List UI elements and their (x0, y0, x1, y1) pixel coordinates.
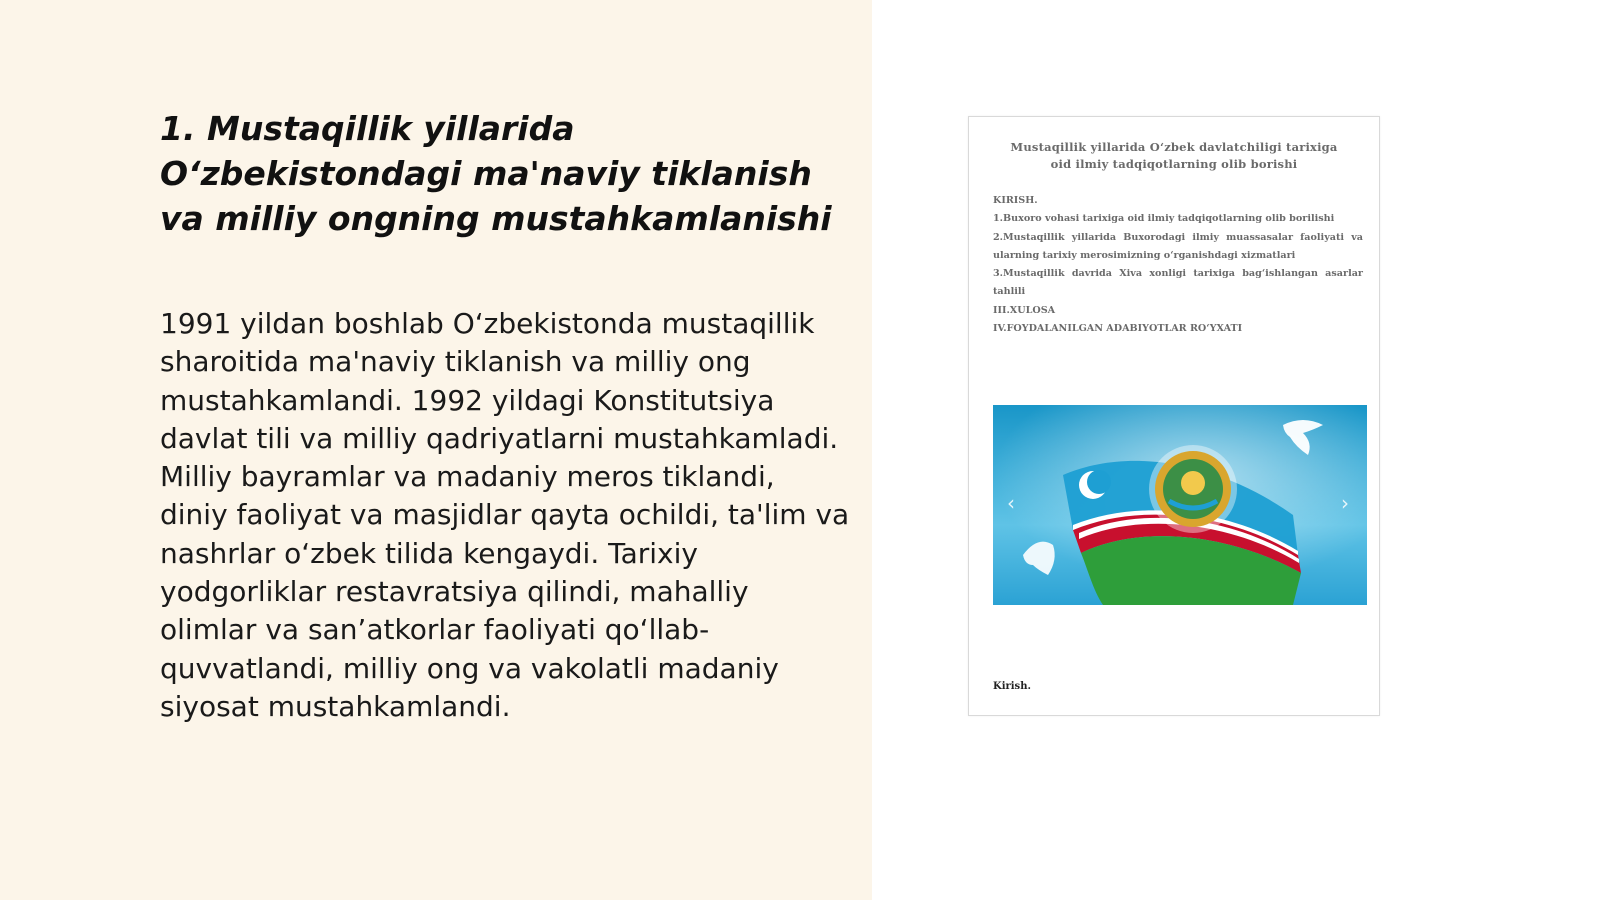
carousel-prev-arrow[interactable]: ‹ (1007, 491, 1015, 515)
slide-body-text: 1991 yildan boshlab O‘zbekistonda mustaqillik sharoitida ma'naviy tiklanish va milliy ong mustahkamlandi. 1992 yildagi Konstitutsiya davlat tili va milliy qadriyatlarni mustahkamladi. Milliy bayramlar va madaniy meros tiklandi, diniy faoliyat va masjidlar qayta ochildi, ta'lim va nashrlar o‘zbek tilida kengaydi. Tarixiy yodgorliklar restavratsiya qilindi, mahalliy olimlar va san’atkorlar faoliyati qo‘llab-quvvatlandi, milliy ong va vakolatli madaniy siyosat mustahkamlandi. (160, 307, 850, 723)
toc-item: IV.FOYDALANILGAN ADABIYOTLAR RO‘YXATI (993, 323, 1243, 335)
toc-item: KIRISH. (993, 195, 1038, 206)
toc-item: III.XULOSA (993, 304, 1056, 316)
toc-item: 2.Mustaqillik yillarida Buxorodagi ilmiy muassasalar faoliyati va ularning tarixiy merosimizning o‘rganishdagi xizmatlari (993, 231, 1363, 261)
table-of-contents (993, 192, 1363, 338)
flag-banner-image (993, 405, 1367, 605)
slide-title: 1. Mustaqillik yillarida O‘zbekistondagi ma'naviy tiklanish va milliy ongning mustahkamlanishi (160, 109, 832, 238)
carousel-next-arrow[interactable]: › (1341, 491, 1349, 515)
document-title: Mustaqillik yillarida O‘zbek davlatchiligi tarixiga oid ilmiy tadqiqotlarning olib borishi (1010, 140, 1338, 171)
toc-item: 3.Mustaqillik davrida Xiva xonligi tarixiga bag‘ishlangan asarlar tahlili (993, 268, 1363, 298)
flag-banner-carousel (993, 405, 1367, 605)
document-preview (968, 116, 1380, 716)
document-footer-heading: Kirish. (993, 681, 1031, 692)
toc-item: 1.Buxoro vohasi tarixiga oid ilmiy tadqiqotlarning olib borilishi (993, 213, 1335, 225)
